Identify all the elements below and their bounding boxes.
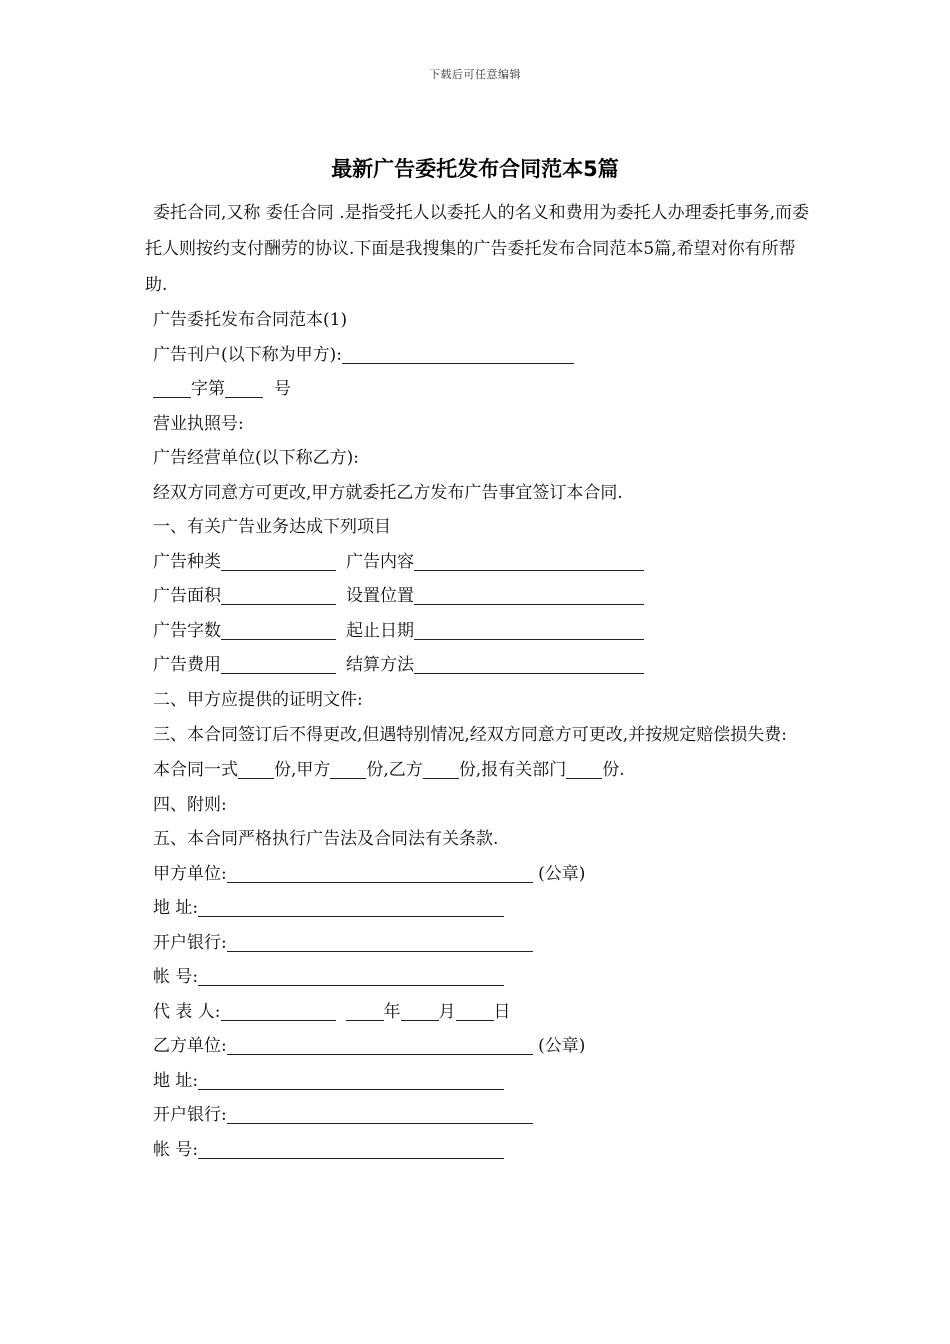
license-line: 营业执照号:	[153, 413, 244, 434]
item-right-label: 设置位置	[346, 586, 414, 606]
document-body	[145, 195, 815, 1167]
item-row	[145, 614, 815, 649]
item-left-label: 广告面积	[153, 586, 221, 606]
party-a-rep-line	[145, 995, 815, 1030]
agreement-line: 经双方同意方可更改,甲方就委托乙方发布广告事宜签订本合同.	[153, 482, 623, 503]
party-a-blank	[342, 344, 574, 364]
party-a-label: 广告刊户(以下称为甲方):	[153, 344, 342, 365]
party-b-address-blank	[198, 1070, 504, 1090]
item-left-label: 广告种类	[153, 551, 221, 572]
copies-line	[145, 753, 815, 788]
item-left-blank	[221, 585, 336, 605]
clause-1: 一、有关广告业务达成下列项目	[153, 517, 391, 537]
item-row	[145, 545, 815, 580]
reference-number-line	[145, 372, 815, 407]
item-right-blank	[414, 620, 644, 640]
copies-blank	[238, 759, 274, 779]
party-a-seal: (公章)	[538, 863, 586, 884]
month-blank	[401, 1001, 439, 1021]
party-a-account-blank	[198, 966, 504, 986]
item-right-blank	[414, 551, 644, 571]
item-left-label: 广告字数	[153, 620, 221, 641]
party-b-bank-blank	[227, 1104, 533, 1124]
party-a-account-label: 帐 号:	[153, 967, 199, 987]
day-label: 日	[493, 1001, 511, 1022]
year-blank	[346, 1001, 384, 1021]
copies-part5: 份.	[602, 760, 625, 780]
year-label: 年	[383, 1001, 401, 1022]
copies-blank	[423, 759, 459, 779]
copies-part4: 份,报有关部门	[458, 760, 567, 780]
party-a-address-line	[145, 891, 815, 926]
party-b-account-line	[145, 1133, 815, 1168]
item-left-blank	[221, 551, 336, 571]
party-a-address-label: 地 址:	[153, 898, 199, 918]
clause-3: 三、本合同签订后不得更改,但遇特别情况,经双方同意方可更改,并按规定赔偿损失费:	[153, 725, 787, 745]
item-right-blank	[414, 585, 644, 605]
item-left-blank	[221, 620, 336, 640]
month-label: 月	[438, 1001, 456, 1022]
intro-paragraph: 委托合同,又称 委任合同 .是指受托人以委托人的名义和费用为委托人办理委托事务,而委托人则按约支付酬劳的协议.下面是我搜集的广告委托发布合同范本5篇,希望对你有所帮助.	[145, 203, 810, 295]
party-a-unit-line	[145, 857, 815, 892]
party-a-rep-label: 代 表 人:	[153, 1001, 221, 1022]
document-title: 最新广告委托发布合同范本5篇	[331, 157, 619, 181]
party-b-account-blank	[198, 1139, 504, 1159]
party-b-address-line	[145, 1064, 815, 1099]
item-right-blank	[414, 654, 644, 674]
party-a-rep-blank	[221, 1001, 336, 1021]
ref-blank-2	[225, 378, 263, 398]
party-a-bank-label: 开户银行:	[153, 932, 227, 953]
item-row	[145, 579, 815, 614]
section-title: 广告委托发布合同范本(1)	[153, 310, 348, 330]
party-b-line: 广告经营单位(以下称乙方):	[153, 448, 359, 468]
party-a-unit-blank	[227, 863, 533, 883]
item-row	[145, 648, 815, 683]
party-b-bank-line	[145, 1098, 815, 1133]
party-b-address-label: 地 址:	[153, 1070, 199, 1091]
party-a-bank-line	[145, 926, 815, 961]
party-b-unit-blank	[227, 1035, 533, 1055]
item-right-label: 起止日期	[346, 620, 414, 641]
ref-part1: 字第	[191, 379, 225, 399]
copies-part1: 本合同一式	[153, 760, 238, 780]
copies-blank	[566, 759, 602, 779]
party-a-line	[145, 338, 815, 373]
item-right-label: 广告内容	[346, 551, 414, 572]
ref-part2: 号	[273, 379, 291, 399]
copies-part3: 份,乙方	[366, 760, 423, 780]
page-header-note: 下载后可任意编辑	[429, 68, 521, 81]
copies-part2: 份,甲方	[274, 760, 331, 780]
clause-2: 二、甲方应提供的证明文件:	[153, 689, 363, 710]
party-b-unit-label: 乙方单位:	[153, 1036, 227, 1056]
party-a-account-line	[145, 960, 815, 995]
clause-4: 四、附则:	[153, 794, 227, 815]
day-blank	[456, 1001, 494, 1021]
party-b-account-label: 帐 号:	[153, 1139, 199, 1160]
party-b-seal: (公章)	[538, 1036, 586, 1056]
party-a-unit-label: 甲方单位:	[153, 863, 227, 884]
ref-blank-1	[153, 378, 191, 398]
item-left-blank	[221, 654, 336, 674]
clause-5: 五、本合同严格执行广告法及合同法有关条款.	[153, 829, 499, 849]
copies-blank	[330, 759, 366, 779]
party-a-bank-blank	[227, 932, 533, 952]
party-a-address-blank	[198, 897, 504, 917]
item-left-label: 广告费用	[153, 655, 221, 675]
party-b-bank-label: 开户银行:	[153, 1105, 227, 1125]
item-right-label: 结算方法	[346, 655, 414, 675]
party-b-unit-line	[145, 1029, 815, 1064]
